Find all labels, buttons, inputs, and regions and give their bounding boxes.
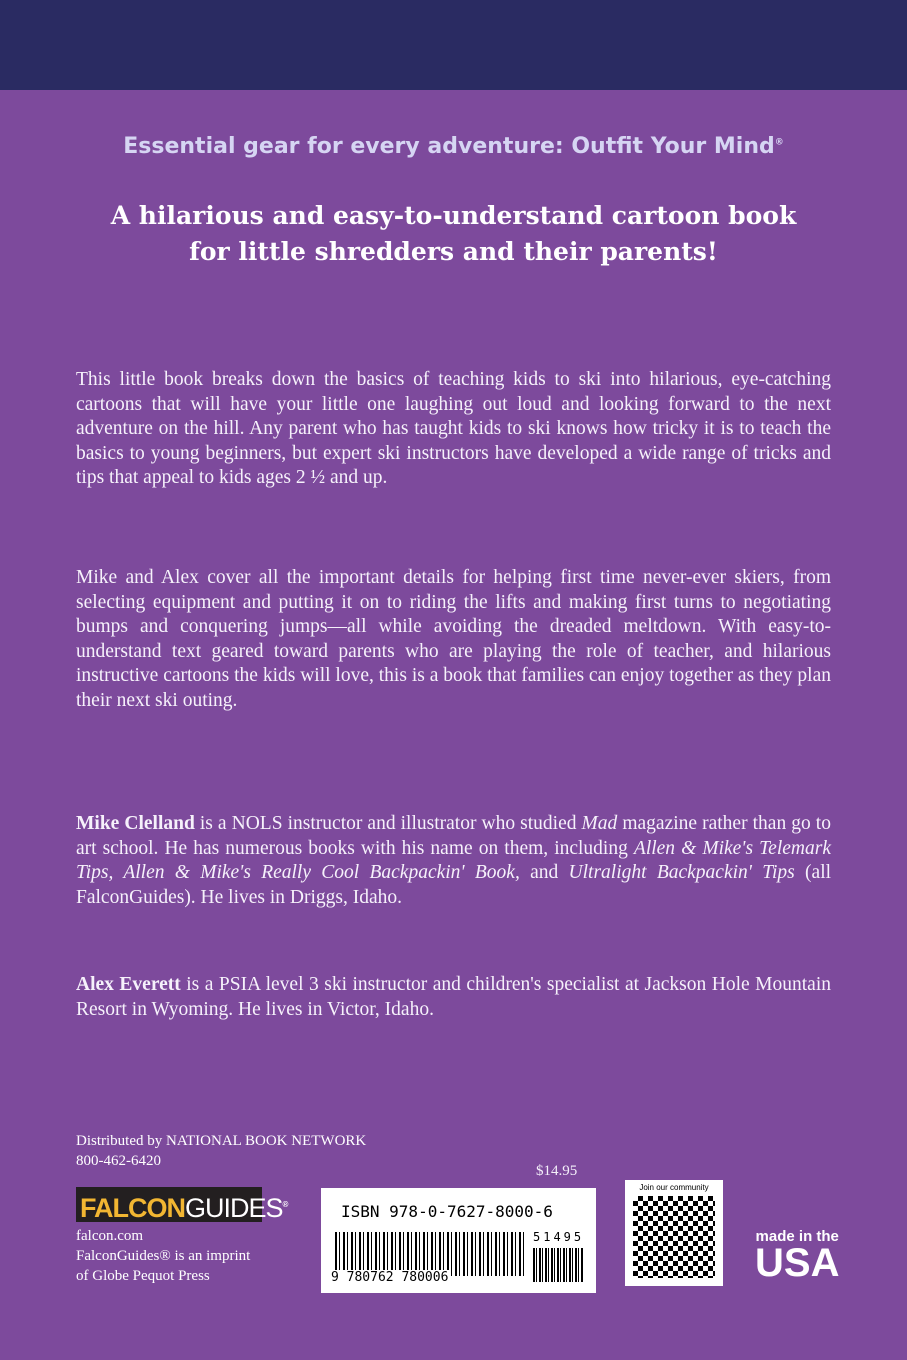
distributor-info: Distributed by NATIONAL BOOK NETWORK 800-462-6420 (76, 1133, 367, 1169)
tagline: Essential gear for every adventure: Outfit Your Mind® (123, 134, 784, 159)
author-bio-mike: Mike Clelland is a NOLS instructor and illustrator who studied Mad magazine rather than go to art school. He has numerous books with his name on them, including Allen & Mike's Telemark Tips, Allen & Mike's Really Cool Backpackin' Book, and Ultralight Backpackin' Tips (all FalconGuides). He lives in Driggs, Idaho. (76, 813, 832, 908)
price-barcode-bars (533, 1248, 583, 1282)
author-bio-alex: Alex Everett is a PSIA level 3 ski instructor and children's specialist at Jackson Hole Mountain Resort in Wyoming. He lives in Victor, Idaho. (76, 974, 831, 1020)
qr-code-icon (633, 1196, 715, 1278)
description-paragraph-1: This little book breaks down the basics of teaching kids to ski into hilarious, eye-catching cartoons that will have your little one laughing out loud and looking forward to the next adventure on the hill. Any parent who has taught kids to ski knows how tricky it is to teach the basics to young beginners, but expert ski instructors have developed a wide range of tricks and tips that appeal to kids ages 2 ½ and up. (76, 369, 831, 488)
price: $14.95 (536, 1163, 578, 1179)
publisher-info: falcon.com FalconGuides® is an imprint of Globe Pequot Press (76, 1228, 251, 1284)
headline: A hilarious and easy-to-understand cartoon book for little shredders and their parents! (110, 201, 797, 266)
qr-code[interactable]: Join our community (625, 1180, 723, 1286)
isbn-barcode: ISBN 978-0-7627-8000-6 51495 9 780762 780006 (321, 1188, 596, 1293)
made-in-usa-badge: made in the USA (755, 1228, 840, 1285)
top-band (0, 0, 907, 90)
description-paragraph-2: Mike and Alex cover all the important details for helping first time never-ever skiers, from selecting equipment and putting it on to riding the lifts and making first turns to negotiating bumps and conquering jumps—all while avoiding the dreaded meltdown. With easy-to-understand text geared toward parents who are playing the role of teacher, and hilarious instructive cartoons the kids will love, this is a book that families can enjoy together as they plan their next ski outing. (76, 567, 831, 711)
falconguides-logo: FALCONGUIDES® (76, 1187, 262, 1222)
